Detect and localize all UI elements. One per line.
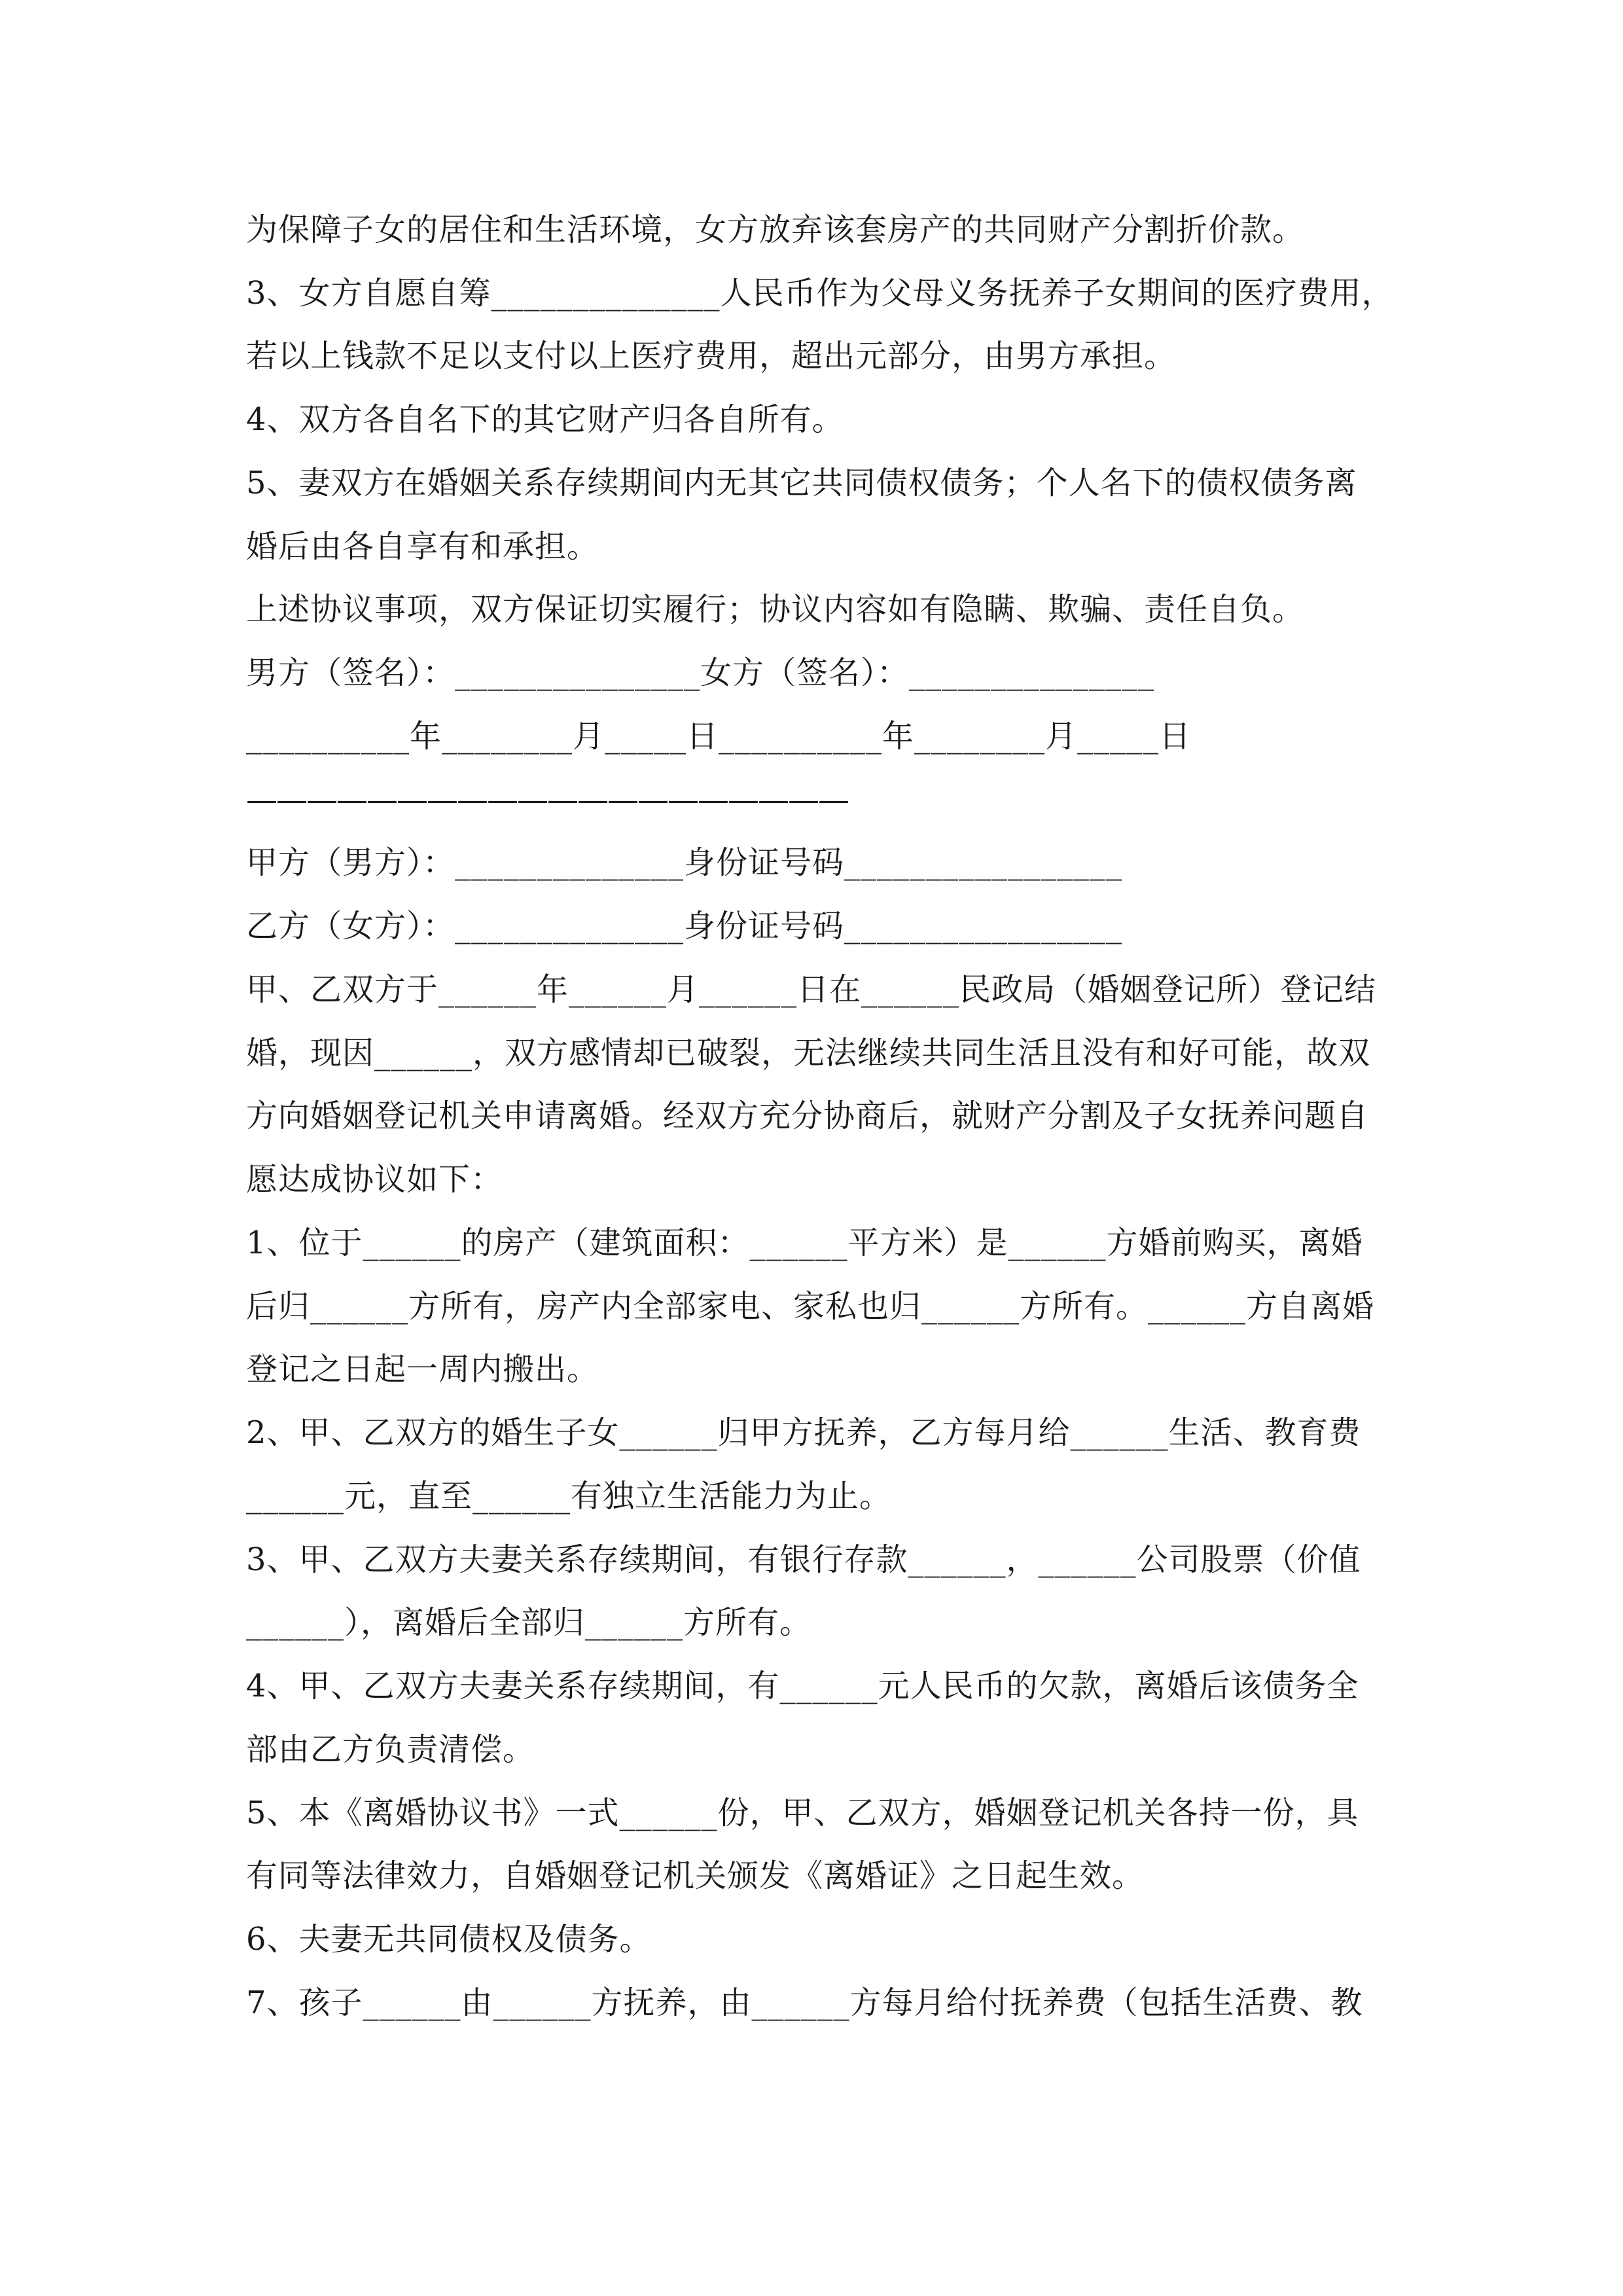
party-b-line: 乙方（女方）：______________身份证号码_________________ <box>246 908 1123 944</box>
paragraph-line: 方向婚姻登记机关申请离婚。经双方充分协商后，就财产分割及子女抚养问题自 <box>246 1098 1369 1134</box>
paragraph-line: 1、位于______的房产（建筑面积：______平方米）是______方婚前购买，离婚 <box>246 1225 1363 1261</box>
paragraph-line: ______元，直至______有独立生活能力为止。 <box>246 1478 892 1515</box>
paragraph-line: 3、女方自愿自筹______________人民币作为父母义务抚养子女期间的医疗费用， <box>246 275 1394 312</box>
divider: ———————————————————— <box>246 781 848 818</box>
paragraph-line: 甲、乙双方于______年______月______日在______民政局（婚姻登记所）登记结 <box>246 971 1377 1008</box>
paragraph-line: 登记之日起一周内搬出。 <box>246 1351 599 1388</box>
paragraph-line: 4、甲、乙双方夫妻关系存续期间，有______元人民币的欠款，离婚后该债务全 <box>246 1668 1359 1704</box>
paragraph-line: 6、夫妻无共同债权及债务。 <box>246 1921 652 1958</box>
paragraph-line: 7、孩子______由______方抚养，由______方每月给付抚养费（包括生活费、教 <box>246 1984 1363 2021</box>
paragraph-line: 5、本《离婚协议书》一式______份，甲、乙双方，婚姻登记机关各持一份，具 <box>246 1795 1359 1831</box>
paragraph-line: 4、双方各自名下的其它财产归各自所有。 <box>246 401 844 438</box>
paragraph-line: 婚，现因______，双方感情却已破裂，无法继续共同生活且没有和好可能，故双 <box>246 1035 1371 1071</box>
paragraph-line: 后归______方所有，房产内全部家电、家私也归______方所有。______方自离婚 <box>246 1288 1375 1325</box>
paragraph-line: 部由乙方负责清偿。 <box>246 1731 535 1768</box>
paragraph-line: 2、甲、乙双方的婚生子女______归甲方抚养，乙方每月给______生活、教育费 <box>246 1414 1361 1451</box>
paragraph-line: 3、甲、乙双方夫妻关系存续期间，有银行存款______，______公司股票（价值 <box>246 1541 1361 1578</box>
paragraph-line: 5、妻双方在婚姻关系存续期间内无其它共同债权债务；个人名下的债权债务离 <box>246 465 1357 501</box>
paragraph-line: 愿达成协议如下： <box>246 1161 503 1198</box>
paragraph-line: 上述协议事项，双方保证切实履行；协议内容如有隐瞒、欺骗、责任自负。 <box>246 591 1305 628</box>
signature-line: 男方（签名）：_______________女方（签名）：_______________ <box>246 655 1155 691</box>
party-a-line: 甲方（男方）：______________身份证号码_________________ <box>246 844 1123 881</box>
paragraph-line: 有同等法律效力，自婚姻登记机关颁发《离婚证》之日起生效。 <box>246 1857 1145 1894</box>
paragraph-line: 若以上钱款不足以支付以上医疗费用，超出元部分，由男方承担。 <box>246 338 1177 374</box>
date-line: __________年________月_____日__________年________月_____日 <box>246 718 1192 755</box>
paragraph-line: ______），离婚后全部归______方所有。 <box>246 1604 812 1641</box>
paragraph-line: 为保障子女的居住和生活环境，女方放弃该套房产的共同财产分割折价款。 <box>246 211 1305 248</box>
paragraph-line: 婚后由各自享有和承担。 <box>246 528 599 565</box>
